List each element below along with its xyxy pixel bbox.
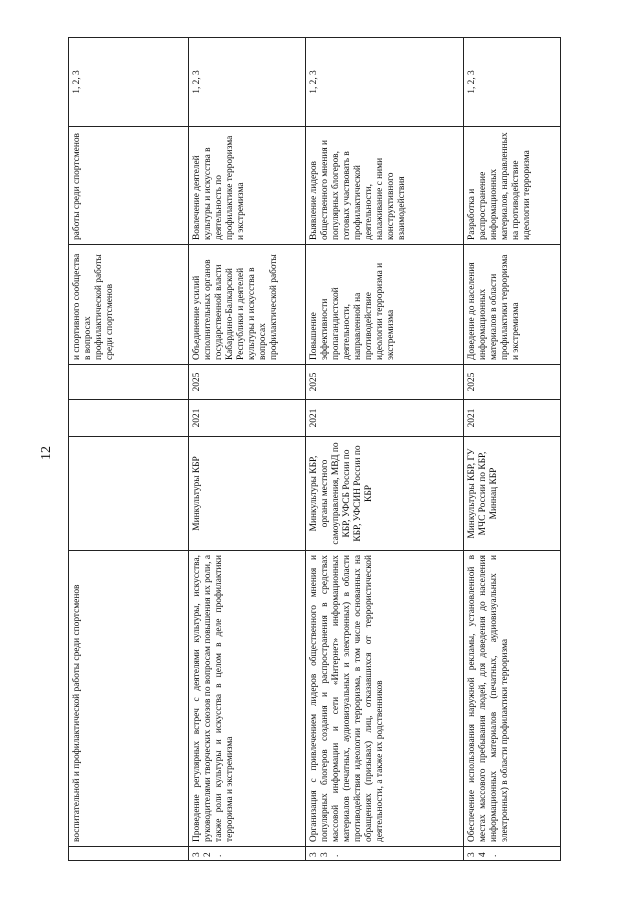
cell-tasks: 1, 2, 3 (189, 38, 306, 127)
cell-executors: Минкультуры КБР, ГУ МЧС России по КБР, Миннац КБР (464, 437, 561, 551)
cell-tasks: 1, 2, 3 (69, 38, 189, 127)
cell-goal: Доведение до населения информационных материалов в области профилактики терроризма и экстремизма (464, 245, 561, 365)
rotated-table-container (68, 38, 560, 861)
cell-num: 33. (306, 847, 464, 861)
cell-tasks: 1, 2, 3 (306, 38, 464, 127)
measures-table (68, 37, 561, 861)
cell-goal: Повышение эффективности пропагандистской деятельности, направленной на противодействие идеологии терроризма и экстремизма (306, 245, 464, 365)
cell-executors: Минкультуры КБР (189, 437, 306, 551)
cell-year-from: 2021 (189, 400, 306, 437)
cell-description: Проведение регулярных встреч с деятелями культуры, искусства, руководителями творческих союзов по вопросам повышения их роли, а также роли культуры и искусства в целом в деле профилактики терроризма и экстремизма (189, 551, 306, 847)
cell-goal: и спортивного сообщества в вопросах профилактической работы среди спортсменов (69, 245, 189, 365)
cell-result: Разработка и распространение информационных материалов, направленных на противодействие идеологии терроризма (464, 127, 561, 245)
cell-description: воспитательной и профилактической работы среди спортсменов (69, 551, 189, 847)
cell-goal: Объединение усилий исполнительных органов государственной власти Кабардино-Балкарской Республики и деятелей культуры и искусства в вопросах профилактической работы (189, 245, 306, 365)
cell-year-to (69, 365, 189, 400)
table-row (306, 38, 464, 861)
cell-num: 32. (189, 847, 306, 861)
cell-year-from: 2021 (464, 400, 561, 437)
cell-executors (69, 437, 189, 551)
cell-year-to: 2025 (306, 365, 464, 400)
cell-num: 34. (464, 847, 561, 861)
table-row-continued (69, 38, 189, 861)
cell-num (69, 847, 189, 861)
table-row (464, 38, 561, 861)
cell-result: Вовлечение деятелей культуры и искусства в деятельность по профилактике терроризма и экстремизма (189, 127, 306, 245)
cell-year-to: 2025 (464, 365, 561, 400)
table-row (189, 38, 306, 861)
cell-year-from: 2021 (306, 400, 464, 437)
cell-executors: Минкультуры КБР, органы местного самоуправления, МВД по КБР, УФСБ России по КБР, УФСИН России по КБР (306, 437, 464, 551)
cell-year-from (69, 400, 189, 437)
cell-tasks: 1, 2, 3 (464, 38, 561, 127)
cell-year-to: 2025 (189, 365, 306, 400)
cell-result: Выявление лидеров общественного мнения и популярных блогеров, готовых участвовать в профилактической деятельности, налаживание с ними конструктивного взаимодействия (306, 127, 464, 245)
table-inner (68, 38, 560, 861)
cell-result: работы среди спортсменов (69, 127, 189, 245)
page-number: 12 (39, 446, 54, 460)
cell-description: Организация с привлечением лидеров общественного мнения и популярных блогеров создания и распространения в средствах массовой информации и сети «Интернет» информационных материалов (печатных, аудиовизуальных и электронных) в области противодействия идеологии терроризма, в том числе основанных на обращениях (призывах) лиц, отказавшихся от террористической деятельности, а также их родственников (306, 551, 464, 847)
cell-description: Обеспечение использования наружной рекламы, установленной в местах массового пребывания людей, для доведения до населения информационных материалов (печатных, аудиовизуальных и электронных) в области профилактики терроризма (464, 551, 561, 847)
